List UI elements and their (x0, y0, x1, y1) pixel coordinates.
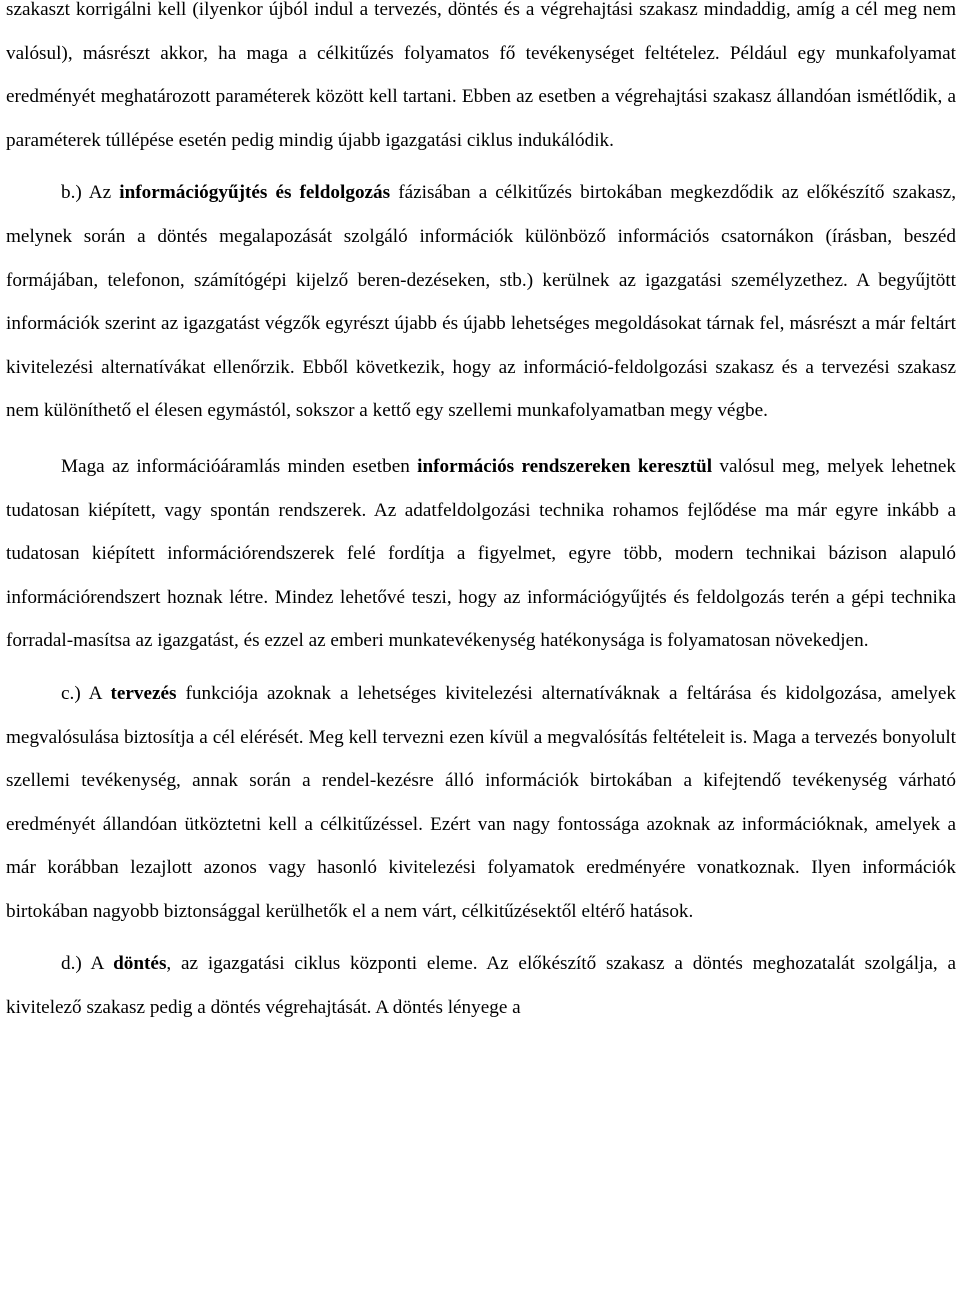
bold-term: információgyűjtés és feldolgozás (119, 182, 391, 204)
paragraph-planning (6, 672, 956, 934)
paragraph-information-systems (6, 445, 956, 663)
bold-term: döntés (113, 953, 167, 975)
paragraph-text: funkciója azoknak a lehetséges kivitelezési alternatíváknak a feltárása és kidolgozása, amelyek megvalósulása biztosítja a cél elérését. Meg kell tervezni ezen kívül a megvalósítás feltételeit is. Maga a tervezés bonyolult szellemi tevékenység, annak során a rendel-kezésre álló információk birtokában a kifejtendő tevékenység várható eredményét állandóan ütköztetni kell a célkitűzéssel. Ezért van nagy fontossága azoknak az információknak, amelyek a már korábban lezajlott azonos vagy hasonló kivitelezési folyamatok eredményére vonatkoznak. Ilyen információk birtokában nagyobb biztonsággal kerülhetők el a nem várt, célkitűzésektől eltérő hatások. (6, 682, 956, 922)
paragraph-text: c.) A (61, 682, 111, 704)
document-page (6, 0, 956, 1030)
paragraph-text: d.) A (61, 953, 114, 975)
paragraph-text: Maga az információáramlás minden esetben (61, 455, 418, 477)
bold-term: információs rendszereken keresztül (417, 455, 713, 477)
paragraph-continuation (6, 0, 956, 162)
paragraph-text: szakaszt korrigálni kell (ilyenkor újból indul a tervezés, döntés és a végrehajtási szakasz mindaddig, amíg a cél meg nem valósul), másrészt akkor, ha maga a célkitűzés folyamatos fő tevékenységet feltételez. Például egy munkafolyamat eredményét meghatározott paraméterek között kell tartani. Ebben az esetben a végrehajtási szakasz állandóan ismétlődik, a paraméterek túllépése esetén pedig mindig újabb igazgatási ciklus indukálódik. (6, 0, 956, 151)
paragraph-text: , az igazgatási ciklus központi eleme. Az előkészítő szakasz a döntés meghozatalát szolgálja, a kivitelező szakasz pedig a döntés végrehajtását. A döntés lényege a (6, 953, 956, 1019)
paragraph-text: b.) Az (61, 182, 120, 204)
bold-term: tervezés (110, 682, 177, 704)
paragraph-text: valósul meg, melyek lehetnek tudatosan kiépített, vagy spontán rendszerek. Az adatfeldolgozási technika rohamos fejlődése ma már egyre inkább a tudatosan kiépített információrendszerek felé fordítja a figyelmet, egyre több, modern technikai bázison alapuló információrendszert hoznak létre. Mindez lehetővé teszi, hogy az információgyűjtés és feldolgozás terén a gépi technika forradal-masítsa az igazgatást, és ezzel az emberi munkatevékenység hatékonysága is folyamatosan növekedjen. (6, 455, 957, 652)
paragraph-decision (6, 942, 956, 1029)
paragraph-information-gathering (6, 171, 956, 433)
paragraph-text: fázisában a célkitűzés birtokában megkezdődik az előkészítő szakasz, melynek során a döntés megalapozását szolgáló információk különböző információs csatornákon (írásban, beszéd formájában, telefonon, számítógépi kijelző beren-dezéseken, stb.) kerülnek az igazgatási személyzethez. A begyűjtött információk szerint az igazgatást végzők egyrészt újabb és újabb lehetséges megoldásokat tárnak fel, másrészt a már feltárt kivitelezési alternatívákat ellenőrzik. Ebből következik, hogy az információ-feldolgozási szakasz és a tervezési szakasz nem különíthető el élesen egymástól, sokszor a kettő egy szellemi munkafolyamatban megy végbe. (6, 182, 956, 422)
